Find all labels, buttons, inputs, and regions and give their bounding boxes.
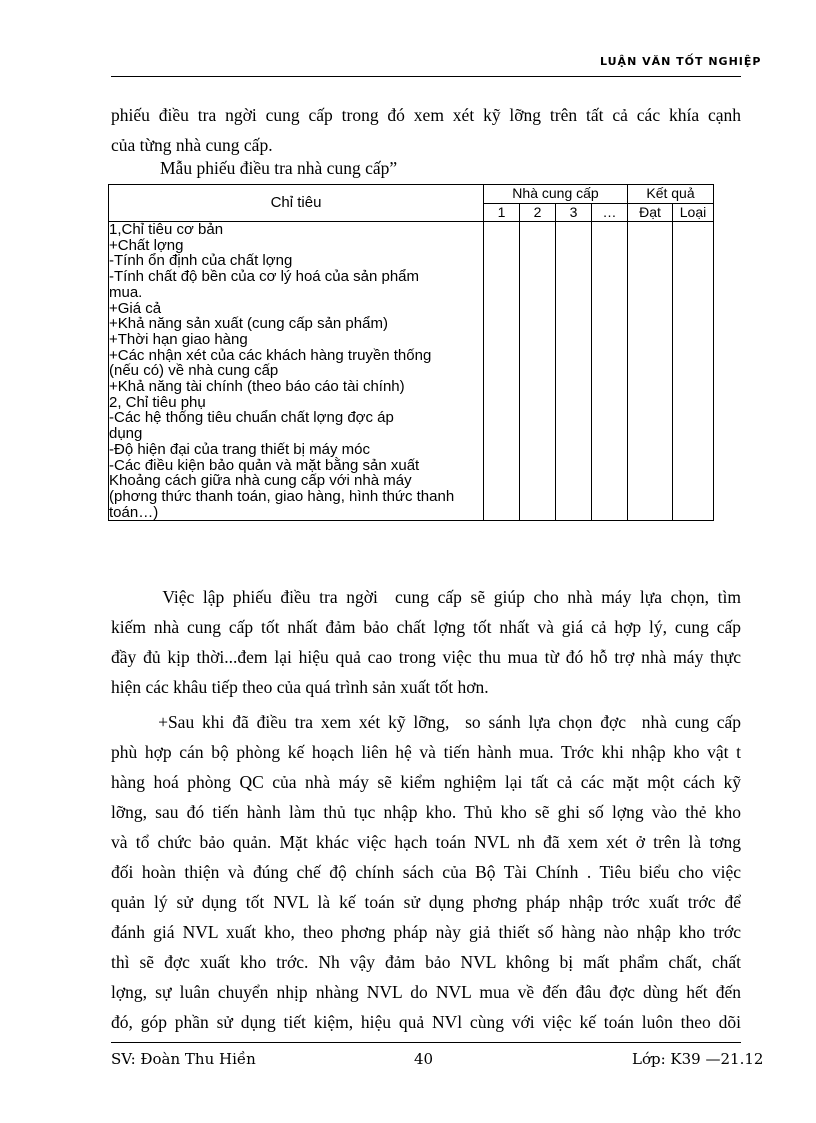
column-header-supplier-1: 1 [484,203,520,222]
criteria-item: -Độ hiện đại của trang thiết bị máy móc [109,440,370,458]
criteria-item: 1,Chỉ tiêu cơ bản [109,221,224,238]
supplier-survey-table [108,184,714,521]
column-header-supplier-2: 2 [520,203,556,222]
paragraph-procurement [111,707,741,1037]
criteria-item: Khoảng cách giữa nhà cung cấp với nhà máy [109,472,412,490]
empty-cell [592,222,628,521]
body-line: kiếm nhà cung cấp tốt nhất đảm bảo chất lợng tốt nhất và giá cả hợp lý, cung cấp [111,617,741,637]
empty-cell [556,222,592,521]
criteria-item: -Tính ổn định của chất lợng [109,252,293,270]
criteria-item: (phơng thức thanh toán, giao hàng, hình thức thanh [109,487,455,505]
criteria-item: dụng [109,425,143,443]
body-line: và tổ chức bảo quản. Mặt khác việc hạch toán NVL nh đã xem xét ở trên là tơng [111,832,741,852]
footer-student: SV: Đoàn Thu Hiền [111,1050,256,1068]
intro-line: phiếu điều tra ngời cung cấp trong đó xem xét kỹ lỡng trên tất cả các khía cạnh [111,105,741,125]
footer-class: Lớp: K39 —21.12 [632,1050,764,1068]
table-caption: Mẫu phiếu điều tra nhà cung cấp” [160,158,398,178]
criteria-item: +Giá cả [109,299,162,317]
body-line: đánh giá NVL xuất kho, theo phơng pháp này giả thiết số hàng nào nhập kho trớc [111,922,741,942]
column-header-criteria: Chỉ tiêu [109,185,484,222]
criteria-list [109,222,484,521]
body-line: hàng hoá phòng QC của nhà máy sẽ kiểm nghiệm lại tất cả các mặt một cách kỹ [111,772,741,792]
paragraph-survey-benefits [111,582,741,702]
criteria-item: mua. [109,283,143,301]
body-line: +Sau khi đã điều tra xem xét kỹ lỡng, so sánh lựa chọn đợc nhà cung cấp [111,712,741,732]
empty-cell [628,222,673,521]
criteria-item: 2, Chỉ tiêu phụ [109,393,206,411]
criteria-item: -Tính chất độ bền của cơ lý hoá của sản phẩm [109,268,420,286]
body-line: đầy đủ kịp thời...đem lại hiệu quả cao trong việc thu mua từ đó hỗ trợ nhà máy thực [111,647,741,667]
body-line: lỡng, sau đó tiến hành làm thủ tục nhập kho. Thủ kho sẽ ghi số lợng vào thẻ kho [111,802,741,822]
column-header-supplier-more: … [592,203,628,222]
intro-line: của từng nhà cung cấp. [111,135,273,155]
column-header-pass: Đạt [628,203,673,222]
criteria-item: +Chất lợng [109,236,184,254]
footer-rule [111,1042,741,1043]
body-line: quản lý sử dụng tốt NVL là kế toán sử dụng phơng pháp nhập trớc xuất trớc để [111,892,741,912]
body-line: phù hợp cán bộ phòng kế hoạch liên hệ và tiến hành mua. Trớc khi nhập kho vật t [111,742,741,762]
body-line: hiện các khâu tiếp theo của quá trình sản xuất tốt hơn. [111,677,489,697]
column-header-fail: Loại [673,203,714,222]
body-line: thì sẽ đợc xuất kho trớc. Nh vậy đảm bảo NVL không bị mất phẩm chất, chất [111,952,741,972]
criteria-item: -Các hệ thống tiêu chuẩn chất lợng đợc áp [109,409,394,427]
body-line: lợng, sự luân chuyển nhịp nhàng NVL do NVL mua về đến đâu đợc dùng hết đến [111,982,741,1002]
criteria-item: +Thời hạn giao hàng [109,330,248,348]
column-group-results: Kết quả [628,185,714,204]
empty-cell [673,222,714,521]
column-group-suppliers: Nhà cung cấp [484,185,628,204]
body-line: đối hoàn thiện và đúng chế độ chính sách của Bộ Tài Chính . Tiêu biểu cho việc [111,862,741,882]
header-rule [111,76,741,77]
body-line: Việc lập phiếu điều tra ngời cung cấp sẽ giúp cho nhà máy lựa chọn, tìm [111,587,741,607]
criteria-item: +Các nhận xét của các khách hàng truyền thống [109,346,432,364]
criteria-item: +Khả năng tài chính (theo báo cáo tài chính) [109,378,405,396]
column-header-supplier-3: 3 [556,203,592,222]
criteria-item: (nếu có) về nhà cung cấp [109,362,279,380]
header-title: LUẬN VĂN TỐT NGHIỆP [600,55,762,68]
footer-page-number: 40 [414,1050,434,1068]
criteria-item: toán…) [109,503,159,521]
criteria-item: -Các điều kiện bảo quản và mặt bằng sản xuất [109,456,420,474]
empty-cell [484,222,520,521]
intro-paragraph [111,100,741,160]
body-line: đó, góp phần sử dụng tiết kiệm, hiệu quả NVl cùng với việc kế toán luôn theo dõi [111,1012,741,1032]
criteria-item: +Khả năng sản xuất (cung cấp sản phẩm) [109,315,388,333]
empty-cell [520,222,556,521]
